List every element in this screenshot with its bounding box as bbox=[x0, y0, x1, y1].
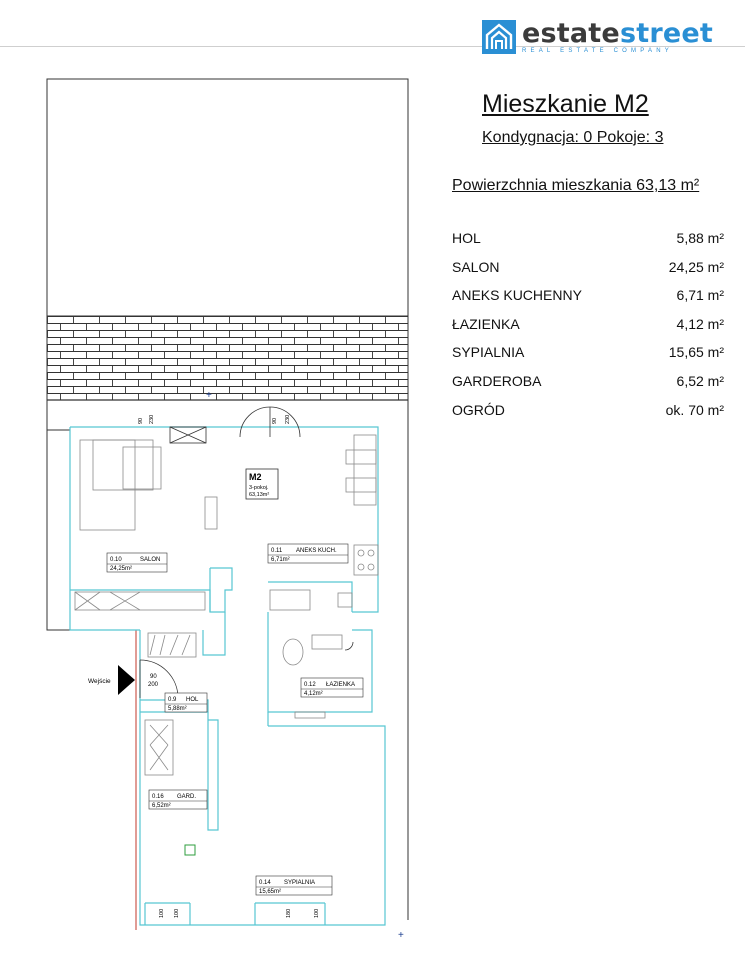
toilet bbox=[283, 639, 303, 665]
terrace-door-swing bbox=[240, 407, 270, 437]
sink-tap bbox=[338, 593, 352, 607]
bedroom-tag bbox=[256, 876, 332, 895]
svg-text:6,71m²: 6,71m² bbox=[271, 557, 290, 563]
green-marker bbox=[185, 845, 195, 855]
entry-door-swing bbox=[140, 660, 178, 698]
brand-name: estatestreet bbox=[522, 18, 713, 49]
entry-label: Wejście bbox=[88, 678, 111, 685]
room-area: 24,25 m² bbox=[668, 258, 724, 275]
chair bbox=[346, 450, 376, 464]
window-dim: 100 bbox=[159, 908, 165, 918]
room-area: 6,52 m² bbox=[676, 372, 724, 389]
svg-text:0.12: 0.12 bbox=[304, 682, 316, 688]
unit-code: M2 bbox=[249, 472, 262, 482]
room-name: GARDEROBA bbox=[452, 372, 542, 389]
unit-rooms: 3-pokoj. bbox=[249, 485, 269, 491]
room-name: ANEKS KUCHENNY bbox=[452, 287, 582, 304]
brand-tagline: REAL ESTATE COMPANY bbox=[522, 48, 673, 54]
svg-text:GARD.: GARD. bbox=[177, 794, 197, 800]
dining-table bbox=[354, 435, 376, 505]
room-area: 6,71 m² bbox=[676, 287, 724, 304]
hall-tag bbox=[165, 693, 207, 712]
apartment-walls bbox=[70, 427, 385, 925]
svg-text:0.16: 0.16 bbox=[152, 794, 164, 800]
entry-arrow-icon bbox=[118, 665, 135, 695]
room-name: SALON bbox=[452, 258, 500, 275]
svg-text:4,12m²: 4,12m² bbox=[304, 691, 323, 697]
window-dim: 100 bbox=[314, 908, 320, 918]
room-name: SYPIALNIA bbox=[452, 344, 525, 361]
door-dim: 90 bbox=[138, 417, 144, 424]
svg-text:15,65m²: 15,65m² bbox=[259, 889, 282, 895]
wardrobe-hall bbox=[148, 633, 196, 657]
room-name: HOL bbox=[452, 230, 481, 246]
salon-tag bbox=[107, 553, 167, 572]
svg-text:0.9: 0.9 bbox=[168, 697, 177, 703]
svg-text:6,52m²: 6,52m² bbox=[152, 803, 171, 809]
door-dim: 230 bbox=[149, 414, 155, 424]
stove bbox=[354, 545, 378, 575]
tv-cabinet bbox=[75, 592, 205, 610]
entry-dim-height: 200 bbox=[148, 682, 159, 688]
wardrobe-tag bbox=[149, 790, 207, 809]
room-area: ok. 70 m² bbox=[665, 401, 724, 418]
room-tags bbox=[107, 544, 363, 895]
window-dim: 180 bbox=[286, 908, 292, 918]
sofa bbox=[80, 440, 135, 530]
window-dim: 100 bbox=[174, 908, 180, 918]
radiator bbox=[295, 712, 325, 718]
bath-sink bbox=[312, 635, 342, 649]
room-area: 4,12 m² bbox=[676, 315, 724, 332]
svg-text:0.10: 0.10 bbox=[110, 557, 122, 563]
furniture bbox=[75, 435, 378, 775]
room-name: ŁAZIENKA bbox=[452, 315, 520, 332]
svg-text:SALON: SALON bbox=[140, 557, 161, 563]
unit-area: 63,13m² bbox=[249, 492, 270, 498]
svg-text:0.11: 0.11 bbox=[271, 548, 283, 554]
entry-dim-width: 90 bbox=[150, 674, 157, 680]
room-name: OGRÓD bbox=[452, 401, 505, 418]
door-dim: 230 bbox=[285, 414, 291, 424]
svg-text:5,88m²: 5,88m² bbox=[168, 706, 187, 712]
plus-marker: + bbox=[206, 390, 212, 401]
terrace-pavers bbox=[47, 316, 408, 400]
room-area: 5,88 m² bbox=[676, 230, 724, 246]
lamp-table bbox=[205, 497, 217, 529]
door-dim: 90 bbox=[272, 417, 278, 424]
svg-text:HOL: HOL bbox=[186, 697, 199, 703]
svg-text:ŁAZIENKA: ŁAZIENKA bbox=[326, 682, 356, 688]
outer-line-left bbox=[47, 400, 70, 630]
wardrobe-unit bbox=[145, 720, 173, 775]
bath-tag bbox=[301, 678, 363, 697]
plus-marker-2: + bbox=[398, 930, 404, 941]
svg-text:ANEKS KUCH.: ANEKS KUCH. bbox=[296, 548, 337, 554]
svg-text:SYPIALNIA: SYPIALNIA bbox=[284, 880, 316, 886]
page-subtitle: Kondygnacja: 0 Pokoje: 3 bbox=[482, 129, 664, 146]
garden-area bbox=[47, 79, 408, 316]
svg-text:0.14: 0.14 bbox=[259, 880, 271, 886]
kitchen-counter bbox=[270, 590, 310, 610]
kitchen-tag bbox=[268, 544, 348, 563]
room-area: 15,65 m² bbox=[668, 344, 724, 361]
svg-text:24,25m²: 24,25m² bbox=[110, 566, 133, 572]
total-area: Powierzchnia mieszkania 63,13 m² bbox=[452, 177, 700, 194]
page-title: Mieszkanie M2 bbox=[482, 90, 649, 118]
